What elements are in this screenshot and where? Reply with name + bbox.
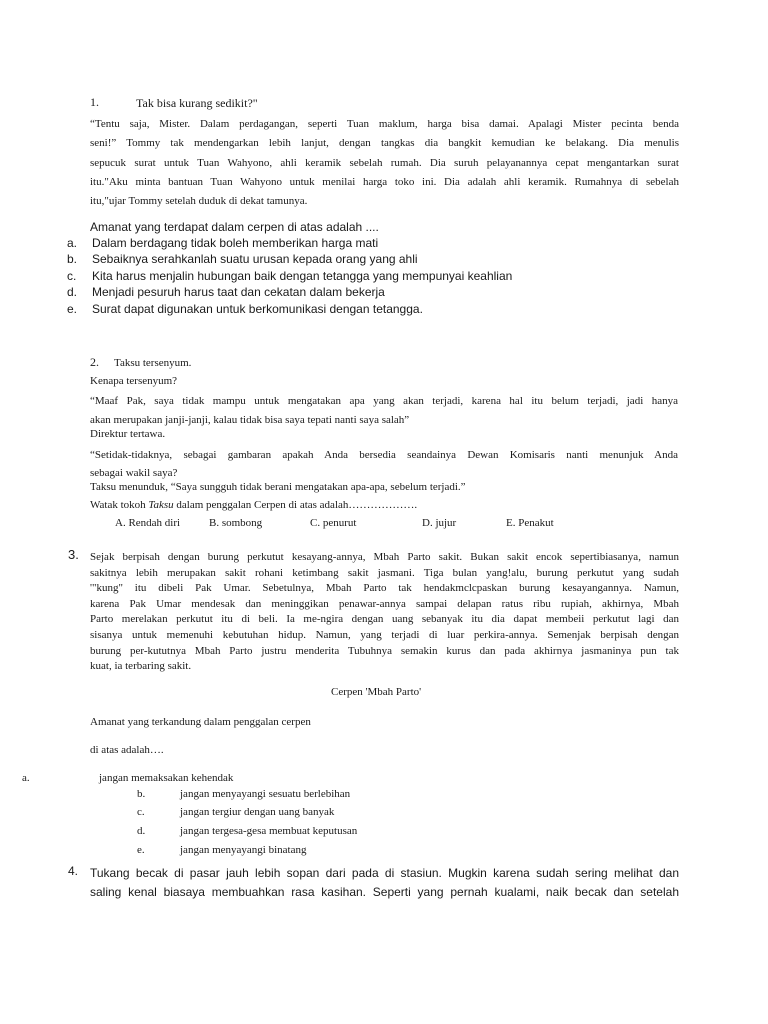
passage-line: Direktur tertawa. xyxy=(90,428,166,440)
option-text: jangan memaksakan kehendak xyxy=(99,772,234,784)
question-number: 1. xyxy=(90,95,99,109)
option-text: Menjadi pesuruh harus taat dan cekatan dalam bekerja xyxy=(92,285,385,299)
passage-text xyxy=(90,115,679,211)
option-text: Kita harus menjalin hubungan baik dengan tetangga yang mempunyai keahlian xyxy=(92,269,513,283)
question-number: 3. xyxy=(68,547,79,562)
passage-line: Tukang becak di pasar jauh lebih sopan dari pada di stasiun. Mugkin karena sudah sering melihat dan xyxy=(90,866,679,880)
passage-line: saling kenal biasaya membuahkan rasa kasihan. Seperti yang pernah kualami, naik becak dan setelah xyxy=(90,884,679,899)
option: E. Penakut xyxy=(506,517,554,529)
option-text: Surat dapat digunakan untuk berkomunikasi dengan tetangga. xyxy=(92,302,423,316)
passage-line: Sejak berpisah dengan burung perkutut kesayang-annya, Mbah Parto sakit. Bukan sakit encok sepertibiasanya, namun xyxy=(90,551,679,563)
option-letter: e. xyxy=(137,844,145,856)
option-letter: c. xyxy=(67,269,77,283)
option-letter: d. xyxy=(67,285,78,299)
option: D. jujur xyxy=(422,517,457,529)
question-number: 2. xyxy=(90,355,99,369)
option: A. Rendah diri xyxy=(115,517,181,529)
option-letter: a. xyxy=(67,236,78,250)
passage-text xyxy=(90,550,679,675)
passage-line: Kenapa tersenyum? xyxy=(90,375,178,387)
passage-line: seni!” Tommy tak mendengarkan lebih lanjut, dengan tangkas dia bangkit kemudian ke belakang. Dia menulis xyxy=(90,137,679,150)
passage-line: sisanya untuk memenuhi kebutuhan hidup. Namun, yang terjadi di luar perkira-annya. Semenjak berpisah dengan xyxy=(90,628,679,641)
passage-line: sakitnya lebih merupakan sakit rohani ketimbang sakit jasmani. Tiga bulan yang!alu, burung perkutut yang sudah xyxy=(90,566,679,579)
passage-text xyxy=(90,392,678,430)
option-letter: c. xyxy=(137,806,145,818)
option: B. sombong xyxy=(209,517,263,529)
option-text: jangan menyayangi binatang xyxy=(180,844,307,856)
option-letter: a. xyxy=(22,772,30,784)
passage-line: akan merupakan janji-janji, kalau tidak bisa saya tepati nanti saya salah” xyxy=(90,414,410,426)
passage-line: Taksu menunduk, “Saya sungguh tidak berani mengatakan apa-apa, sebelum terjadi.” xyxy=(90,481,466,493)
passage-line: sepucuk surat untuk Tuan Wahyono, ahli keramik sebelah rumah. Dia suruh pelayanannya cepat mengantarkan surat xyxy=(90,156,679,169)
option-letter: e. xyxy=(67,302,78,316)
passage-line: sebagai wakil saya? xyxy=(90,467,178,479)
passage-line: '"kung" itu dibeli Pak Umar. Sebetulnya, Mbah Parto tak hendakmclcpaskan burung kesayangannya. Namun, xyxy=(90,582,679,595)
passage-text xyxy=(90,446,678,482)
passage-line: burung per-kututnya Mbah Parto justru menderita Tubuhnya semakin kurus dan pada akhirnya jasmaninya pun tak xyxy=(90,644,679,657)
question-text: Watak tokoh Taksu dalam penggalan Cerpen di atas adalah………………. xyxy=(90,499,418,511)
option-letter: b. xyxy=(67,252,78,266)
question-number: 4. xyxy=(68,864,79,878)
question-text: Amanat yang terdapat dalam cerpen di atas adalah .... xyxy=(90,220,379,234)
option: C. penurut xyxy=(310,517,357,529)
source-caption: Cerpen 'Mbah Parto' xyxy=(331,686,422,698)
passage-line: itu."Aku minta bantuan Tuan Wahyono untuk menilai harga toko ini. Dia adalah ahli keramik. Rumahnya di sebelah xyxy=(90,175,679,188)
passage-line: karena Pak Umar mendesak dan meninggikan penawar-annya sampai delapan ratus ribu rupiah, akhirnya, Mbah xyxy=(90,597,679,610)
passage-title: Tak bisa kurang sedikit?" xyxy=(136,96,258,110)
option-letter: d. xyxy=(137,825,146,837)
passage-line: “Tentu saja, Mister. Dalam perdagangan, seperti Tuan maklum, harga bisa damai. Apalagi Mister pecinta benda xyxy=(90,118,679,130)
passage-line: Parto merelakan perkutut itu di beli. Ia me-ngira dengan uang sebanyak itu dia dapat membeii perkutut lagi dan xyxy=(90,613,679,626)
option-text: jangan tergesa-gesa membuat keputusan xyxy=(180,825,358,837)
passage-line: itu,"ujar Tommy setelah duduk di dekat tamunya. xyxy=(90,195,308,208)
question-text: Amanat yang terkandung dalam penggalan cerpen xyxy=(90,716,311,728)
passage-line: “Maaf Pak, saya tidak mampu untuk mengatakan apa yang akan terjadi, karena hal itu belum terjadi, jadi hanya xyxy=(90,395,678,407)
question-text: di atas adalah…. xyxy=(90,744,164,756)
option-text: Dalam berdagang tidak boleh memberikan harga mati xyxy=(92,236,379,250)
option-letter: b. xyxy=(137,788,146,800)
option-text: Sebaiknya serahkanlah suatu urusan kepada orang yang ahli xyxy=(92,252,418,266)
passage-line: “Setidak-tidaknya, sebagai gambaran apakah Anda bersedia seandainya Dewan Komisaris nanti menunjuk Anda xyxy=(90,449,678,461)
option-text: jangan tergiur dengan uang banyak xyxy=(180,806,335,818)
passage-line: kuat, ia terbaring sakit. xyxy=(90,660,192,673)
option-text: jangan menyayangi sesuatu berlebihan xyxy=(180,788,351,800)
passage-text xyxy=(90,864,679,901)
passage-title: Taksu tersenyum. xyxy=(114,357,192,369)
